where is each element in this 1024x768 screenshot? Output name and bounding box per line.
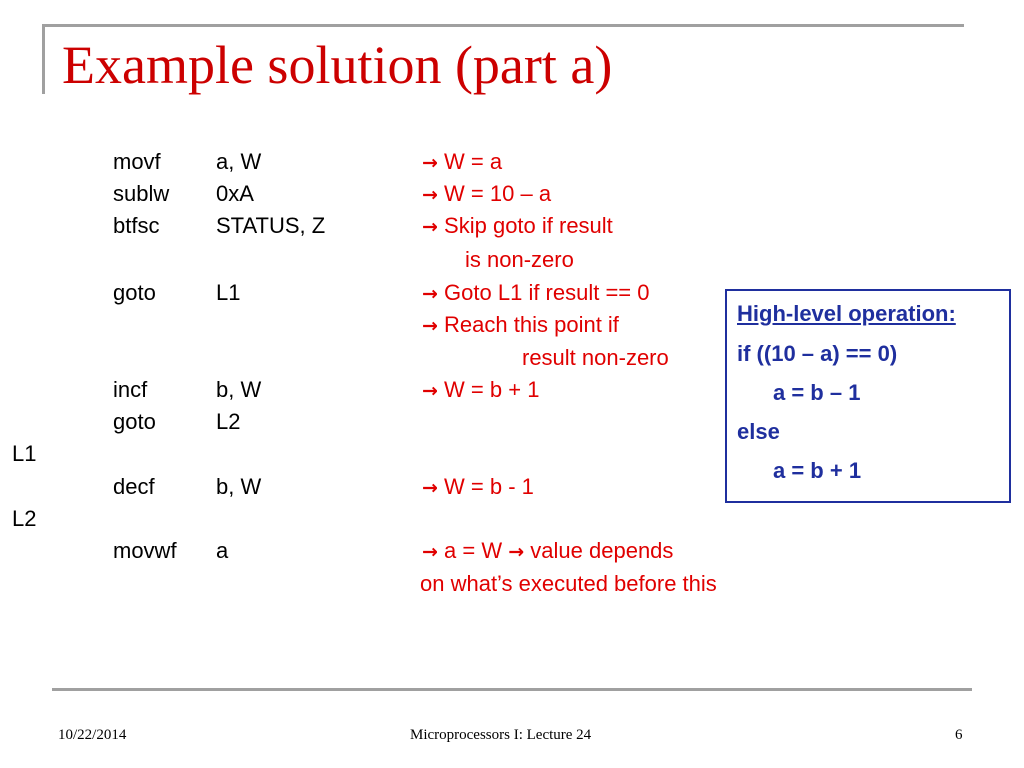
code-mnemonic: goto [113, 280, 156, 305]
code-comment-continuation: is non-zero [465, 247, 574, 272]
right-arrow-icon: → [422, 380, 438, 402]
high-level-title: High-level operation: [737, 301, 956, 326]
code-comment: → Skip goto if result [422, 213, 613, 238]
code-comment: → Goto L1 if result == 0 [422, 280, 650, 305]
code-operand: STATUS, Z [216, 213, 326, 238]
code-label: L2 [12, 506, 37, 531]
code-operand: a, W [216, 149, 262, 174]
high-level-line: a = b + 1 [773, 458, 862, 483]
code-mnemonic: goto [113, 409, 156, 434]
right-arrow-icon: → [422, 184, 438, 206]
code-comment: → W = b + 1 [422, 377, 540, 402]
slide-title: Example solution (part a) [62, 35, 613, 95]
high-level-operation-box [725, 289, 1011, 503]
right-arrow-icon: → [422, 152, 438, 174]
footer-divider [52, 688, 972, 691]
code-comment: → Reach this point if [422, 312, 619, 337]
code-operand: b, W [216, 377, 262, 402]
high-level-line: a = b – 1 [773, 380, 861, 405]
code-label: L1 [12, 441, 37, 466]
code-mnemonic: movwf [113, 538, 177, 563]
code-operand: a [216, 538, 229, 563]
footer-date: 10/22/2014 [58, 727, 127, 743]
footer-course: Microprocessors I: Lecture 24 [410, 727, 592, 743]
right-arrow-icon: → [422, 315, 438, 337]
right-arrow-icon: → [508, 541, 525, 563]
code-comment: → W = 10 – a [422, 181, 552, 206]
right-arrow-icon: → [422, 283, 438, 305]
code-mnemonic: decf [113, 474, 155, 499]
code-operand: L2 [216, 409, 241, 434]
code-comment-continuation: result non-zero [522, 345, 669, 370]
code-mnemonic: sublw [113, 181, 170, 206]
code-operand: b, W [216, 474, 262, 499]
right-arrow-icon: → [422, 477, 438, 499]
code-mnemonic: btfsc [113, 213, 160, 238]
right-arrow-icon: → [422, 216, 438, 238]
code-comment: → a = W → value depends [422, 538, 674, 563]
code-mnemonic: incf [113, 377, 148, 402]
code-comment: → W = b - 1 [422, 474, 534, 499]
code-comment-continuation: on what’s executed before this [420, 571, 717, 596]
code-mnemonic: movf [113, 149, 161, 174]
high-level-line: else [737, 419, 780, 444]
code-comment: → W = a [422, 149, 503, 174]
footer-page-number: 6 [955, 727, 963, 743]
right-arrow-icon: → [422, 541, 438, 563]
high-level-line: if ((10 – a) == 0) [737, 341, 898, 366]
code-operand: L1 [216, 280, 241, 305]
code-operand: 0xA [216, 181, 254, 206]
